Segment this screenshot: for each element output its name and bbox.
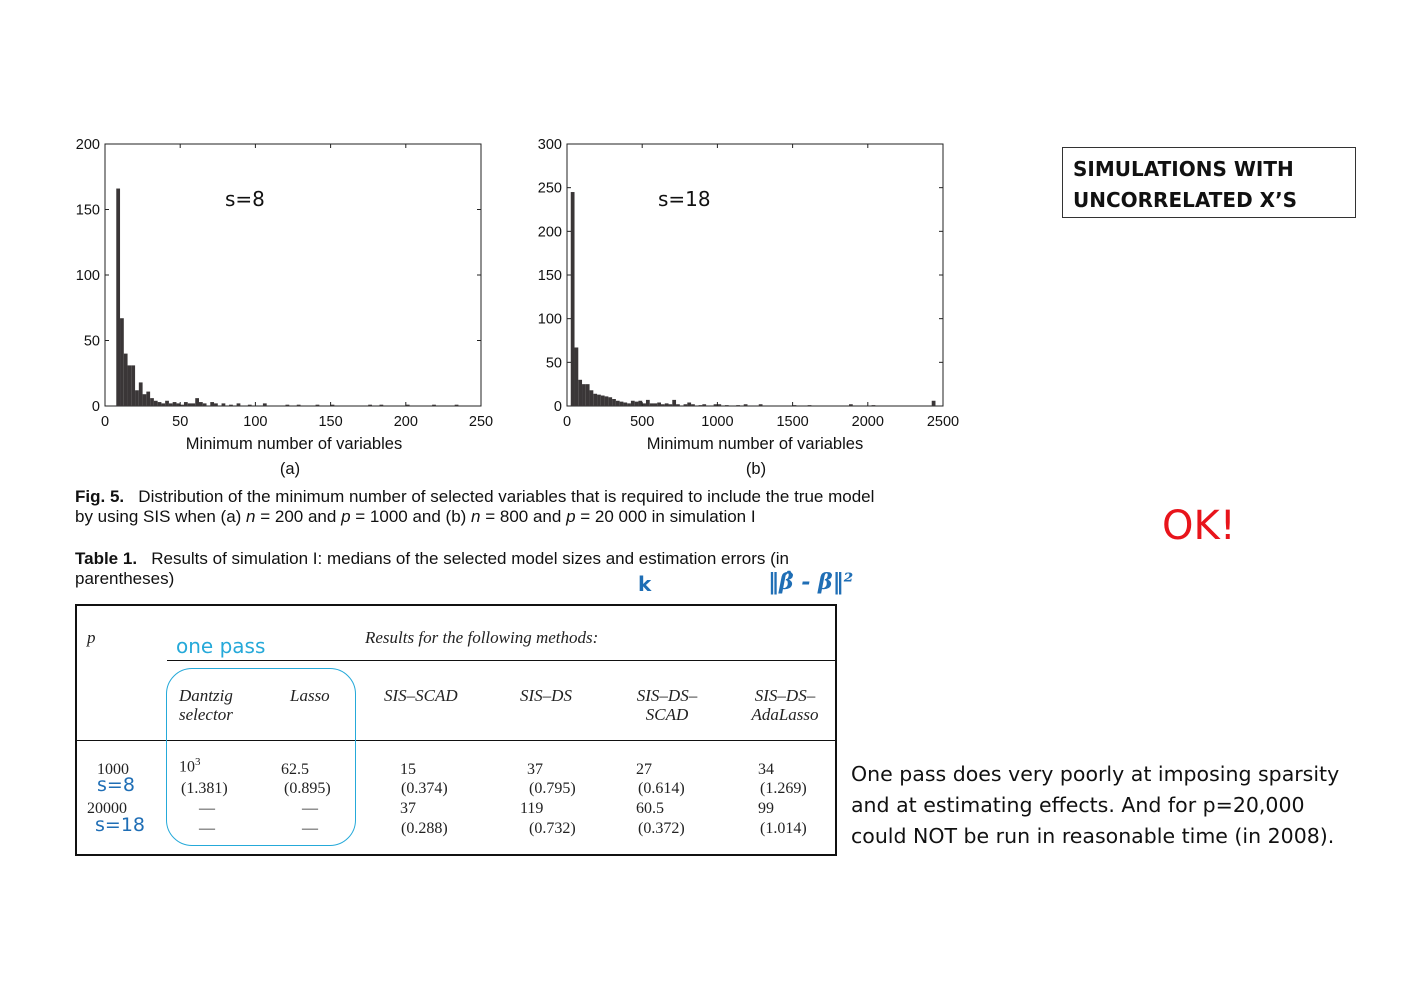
- histogram-bar: [571, 192, 575, 406]
- histogram-bar: [455, 405, 459, 406]
- y-tick-label: 50: [545, 355, 562, 372]
- figure-caption-p2: p: [566, 507, 576, 526]
- plot-frame: [567, 144, 943, 406]
- table-caption-label: Table 1.: [75, 549, 138, 568]
- figure-caption-label: Fig. 5.: [75, 487, 125, 506]
- histogram-bar: [657, 403, 661, 406]
- histogram-bar: [714, 404, 718, 406]
- histogram-bar: [759, 404, 763, 406]
- table-methods-header: Results for the following methods:: [365, 628, 599, 647]
- table-cell-sis-ds-scad-20000-error: (0.372): [638, 820, 685, 837]
- plot-frame: [105, 144, 481, 406]
- column-header-adalasso-line2: AdaLasso: [751, 705, 819, 724]
- histogram-a: [60, 130, 500, 485]
- column-header-sis-ds-scad-line2: SCAD: [645, 705, 689, 724]
- histogram-bar: [627, 403, 631, 406]
- histogram-bar: [597, 395, 601, 406]
- x-tick-label: 100: [243, 414, 268, 430]
- table-cell-dantzig-20000: —: [199, 800, 215, 817]
- histogram-bar: [702, 404, 706, 406]
- table-caption-text: Results of simulation I: medians of the selected model sizes and estimation errors (in: [151, 549, 790, 568]
- table-cell-adalasso-20000-error: (1.014): [760, 820, 807, 837]
- y-tick-label: 300: [537, 137, 562, 153]
- y-tick-label: 100: [537, 311, 562, 328]
- simulations-title-box: [1062, 147, 1356, 218]
- x-tick-label: 250: [468, 414, 494, 430]
- s18-row-annotation: s=18: [95, 814, 145, 836]
- y-tick-label: 150: [537, 268, 562, 284]
- histogram-bar: [316, 405, 320, 406]
- k-annotation: k: [638, 572, 652, 596]
- histogram-bar: [586, 384, 590, 406]
- x-tick-label: 1000: [701, 414, 734, 430]
- column-header-sis-scad: SIS–SCAD: [384, 686, 458, 705]
- y-tick-label: 100: [75, 268, 100, 284]
- histogram-bar: [368, 405, 372, 406]
- y-tick-label: 200: [537, 224, 562, 241]
- figure-caption-eq4: = 20 000 in simulation I: [575, 507, 756, 526]
- table-cell-sis-ds-scad-1000-error: (0.614): [638, 780, 685, 797]
- histogram-bar: [131, 365, 135, 406]
- histogram-bar: [582, 384, 586, 406]
- histogram-bar: [793, 405, 797, 406]
- y-tick-label: 0: [91, 399, 100, 415]
- histogram-bar: [736, 405, 740, 406]
- table-cell-adalasso-1000: 34: [758, 761, 774, 778]
- histogram-bar: [849, 404, 853, 406]
- s8-row-annotation: s=8: [97, 774, 135, 796]
- histogram-bar: [744, 404, 748, 406]
- histogram-bar: [635, 402, 639, 406]
- column-header-lasso: Lasso: [290, 686, 330, 705]
- histogram-bar: [406, 405, 410, 406]
- one-pass-highlight-box: [166, 668, 356, 846]
- histogram-bar: [210, 402, 214, 406]
- histogram-bar: [650, 403, 654, 406]
- histogram-bar: [158, 402, 162, 406]
- column-header-sis-ds: SIS–DS: [520, 686, 572, 705]
- x-tick-label: 500: [630, 414, 655, 430]
- histogram-bar: [154, 401, 158, 406]
- histogram-bar: [229, 405, 233, 406]
- table-row-1000-p: 1000: [97, 761, 129, 778]
- commentary-line3: could NOT be run in reasonable time (in 2008).: [851, 824, 1335, 848]
- histogram-bar: [590, 390, 594, 406]
- histogram-bar: [214, 403, 218, 406]
- x-tick-label: 0: [562, 414, 572, 430]
- histogram-bar: [161, 403, 165, 406]
- histogram-bar: [601, 396, 605, 406]
- table-cell-sis-ds-scad-1000: 27: [636, 761, 652, 778]
- histogram-a-xlabel: Minimum number of variables: [185, 435, 403, 453]
- table-cell-lasso-1000: 62.5: [281, 761, 309, 778]
- histogram-bar: [646, 400, 650, 406]
- histogram-bar: [432, 405, 436, 406]
- histogram-bar: [638, 401, 642, 406]
- table-caption-text-2: parentheses): [75, 569, 175, 588]
- histogram-bar: [195, 398, 199, 406]
- histogram-bar: [665, 403, 669, 406]
- column-header-sis-ds-scad: [627, 686, 707, 724]
- histogram-bar: [932, 401, 936, 406]
- histogram-bar: [684, 404, 688, 406]
- histogram-bar: [199, 402, 203, 406]
- y-tick-label: 250: [537, 180, 562, 197]
- histogram-bar: [191, 403, 195, 406]
- histogram-bar: [605, 396, 609, 406]
- histogram-bar: [285, 405, 289, 406]
- histogram-bar: [717, 404, 721, 406]
- x-tick-label: 200: [393, 414, 418, 430]
- histogram-bar: [669, 404, 673, 406]
- y-tick-label: 150: [75, 202, 100, 219]
- table-cell-dantzig-1000-error: (1.381): [181, 780, 228, 797]
- histogram-bar: [808, 405, 812, 406]
- column-header-sis-ds-adalasso: [739, 686, 831, 724]
- histogram-bar: [237, 403, 241, 406]
- table-cell-sis-scad-20000: 37: [400, 800, 416, 817]
- histogram-bar: [691, 404, 695, 406]
- histogram-bar: [725, 405, 729, 406]
- histogram-bar: [120, 318, 124, 406]
- x-tick-label: 2500: [926, 414, 960, 430]
- commentary-line2: and at estimating effects. And for p=20,000: [851, 793, 1305, 817]
- histogram-bar: [612, 399, 616, 406]
- histogram-bar: [593, 394, 597, 406]
- histogram-bar: [672, 400, 676, 406]
- figure-caption-p1: p: [341, 507, 351, 526]
- table-cell-lasso-20000: —: [302, 800, 318, 817]
- column-header-adalasso-line1: SIS–DS–: [754, 686, 816, 705]
- y-tick-label: 200: [75, 137, 100, 153]
- figure-caption-n1: n: [246, 507, 256, 526]
- histogram-bar: [173, 402, 177, 406]
- table-cell-lasso-20000-error: —: [302, 820, 318, 837]
- histogram-bar: [379, 405, 383, 406]
- figure-caption-eq2: = 1000 and (b): [350, 507, 472, 526]
- histogram-bar: [150, 398, 154, 406]
- table-cell-sis-ds-20000-error: (0.732): [529, 820, 576, 837]
- histogram-bar: [653, 403, 657, 406]
- histogram-bar: [578, 380, 582, 406]
- commentary-note: [851, 759, 1391, 852]
- figure-caption-eq1: = 200 and: [255, 507, 342, 526]
- figure-caption-line1: [75, 487, 975, 507]
- histogram-bar: [263, 403, 267, 406]
- histogram-bar: [642, 403, 646, 406]
- histogram-bar: [331, 405, 335, 406]
- table-cell-adalasso-1000-error: (1.269): [760, 780, 807, 797]
- table-caption: [75, 549, 875, 589]
- histogram-bar: [116, 189, 120, 406]
- table-cell-dantzig-20000-error: —: [199, 820, 215, 837]
- simulations-title-line1: SIMULATIONS WITH: [1073, 157, 1294, 181]
- figure-caption: [75, 487, 975, 527]
- table-p-header: p: [87, 628, 96, 647]
- histogram-bar: [180, 405, 184, 406]
- histogram-b-xlabel: Minimum number of variables: [646, 435, 864, 453]
- figure-caption-text-2a: by using SIS when (a): [75, 507, 247, 526]
- figure-caption-text: Distribution of the minimum number of selected variables that is required to include the true model: [138, 487, 875, 506]
- dantzig-1000-value: 10: [179, 758, 195, 776]
- column-header-dantzig-line1: Dantzig: [179, 686, 233, 705]
- figure-caption-eq3: = 800 and: [480, 507, 567, 526]
- table-row-20000-p: 20000: [87, 800, 127, 817]
- figure-caption-line2: [75, 507, 975, 527]
- histogram-bar: [575, 347, 579, 406]
- histogram-bar: [631, 401, 635, 406]
- histogram-bar: [687, 403, 691, 406]
- x-tick-label: 150: [318, 414, 343, 430]
- histogram-bar: [143, 394, 147, 406]
- histogram-b-annotation: s=18: [658, 187, 711, 211]
- dantzig-1000-exponent: 3: [195, 756, 201, 768]
- table-cell-sis-ds-1000-error: (0.795): [529, 780, 576, 797]
- histogram-bar: [176, 403, 180, 406]
- histogram-bar: [139, 382, 143, 406]
- histogram-a-plot: [76, 137, 493, 430]
- y-tick-label: 0: [553, 399, 562, 415]
- norm-annotation: ‖β̂ - β‖²: [768, 569, 854, 595]
- x-tick-label: 2000: [851, 414, 884, 430]
- histogram-bar: [676, 404, 680, 406]
- histogram-a-panel-label: (a): [279, 460, 301, 478]
- x-tick-label: 0: [100, 414, 110, 430]
- histogram-b: [520, 130, 970, 485]
- histogram-bar: [188, 403, 192, 406]
- column-header-dantzig-line2: selector: [179, 705, 233, 724]
- histogram-bar: [620, 402, 624, 406]
- simulations-title-line2: UNCORRELATED X’S: [1073, 188, 1298, 212]
- histogram-bar: [203, 403, 207, 406]
- table-cell-adalasso-20000: 99: [758, 800, 774, 817]
- histogram-bar: [128, 365, 132, 406]
- histogram-bar: [297, 405, 301, 406]
- table-cell-lasso-1000-error: (0.895): [284, 780, 331, 797]
- histogram-bar: [169, 403, 173, 406]
- histogram-bar: [248, 405, 252, 406]
- histogram-bar: [616, 401, 620, 406]
- histogram-bar: [623, 403, 627, 406]
- table-rule-1: [167, 660, 837, 661]
- table-cell-sis-scad-1000-error: (0.374): [401, 780, 448, 797]
- x-tick-label: 50: [172, 414, 189, 430]
- commentary-line1: One pass does very poorly at imposing sparsity: [851, 762, 1340, 786]
- histogram-bar: [135, 390, 139, 406]
- histogram-bar: [661, 404, 665, 406]
- table-cell-sis-ds-1000: 37: [527, 761, 543, 778]
- histogram-b-plot: [538, 137, 959, 430]
- histogram-bar: [699, 405, 703, 406]
- histogram-bar: [165, 401, 169, 406]
- histogram-bar: [872, 405, 876, 406]
- histogram-bar: [184, 402, 188, 406]
- table-cell-sis-scad-1000: 15: [400, 761, 416, 778]
- histogram-bar: [146, 392, 150, 406]
- table-cell-sis-scad-20000-error: (0.288): [401, 820, 448, 837]
- x-tick-label: 1500: [776, 414, 809, 430]
- histogram-bar: [608, 397, 612, 406]
- y-tick-label: 50: [83, 333, 100, 350]
- table-cell-sis-ds-20000: 119: [520, 800, 544, 817]
- histogram-b-panel-label: (b): [745, 460, 767, 478]
- ok-annotation: OK!: [1162, 503, 1236, 549]
- column-header-sis-ds-scad-line1: SIS–DS–: [636, 686, 698, 705]
- figure-caption-n2: n: [471, 507, 481, 526]
- histogram-a-annotation: s=8: [225, 187, 265, 211]
- one-pass-label: one pass: [176, 634, 266, 658]
- histogram-bar: [222, 403, 226, 406]
- table-cell-sis-ds-scad-20000: 60.5: [636, 800, 664, 817]
- histogram-bar: [124, 354, 128, 406]
